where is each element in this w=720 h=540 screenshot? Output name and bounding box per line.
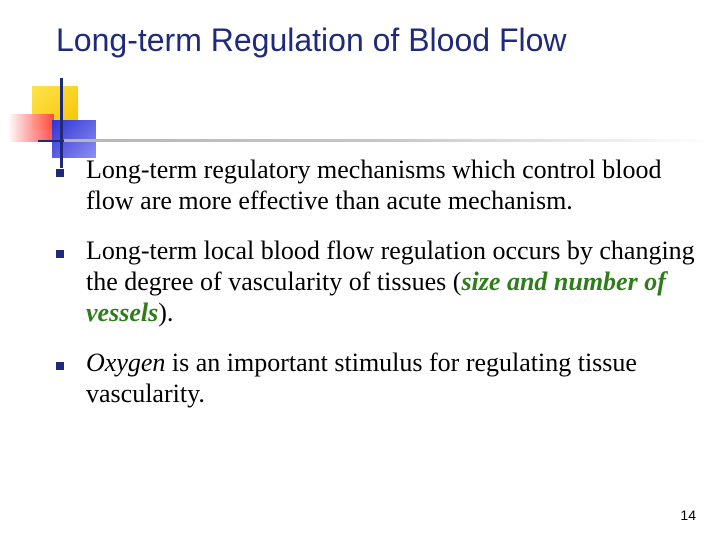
bullet-text: Long-term regulatory mechanisms which control blood flow are more effective than acute mechanism. — [86, 155, 662, 215]
slide-title: Long-term Regulation of Blood Flow — [56, 22, 567, 58]
bullet-text-after: ). — [158, 298, 174, 327]
bullet-text — [86, 347, 706, 409]
list-item — [56, 154, 706, 216]
emphasis-text: Oxygen — [86, 348, 166, 377]
list-item — [56, 235, 706, 328]
bullet-text-after: is an important stimulus for regulating tissue vascularity. — [86, 348, 637, 408]
bullet-square-icon — [56, 362, 64, 370]
bullet-text — [86, 235, 706, 328]
page-number: 14 — [680, 507, 696, 523]
bullet-square-icon — [56, 169, 64, 177]
bullet-square-icon — [56, 250, 64, 258]
title-rule — [64, 139, 714, 142]
list-item — [56, 347, 706, 409]
red-bar-icon — [8, 114, 54, 142]
highlight-text: size and number of vessels — [86, 267, 666, 327]
bullet-list — [56, 154, 706, 428]
bullet-text-before: Long-term local blood flow regulation occurs by changing the degree of vascularity of tissues ( — [86, 236, 695, 296]
